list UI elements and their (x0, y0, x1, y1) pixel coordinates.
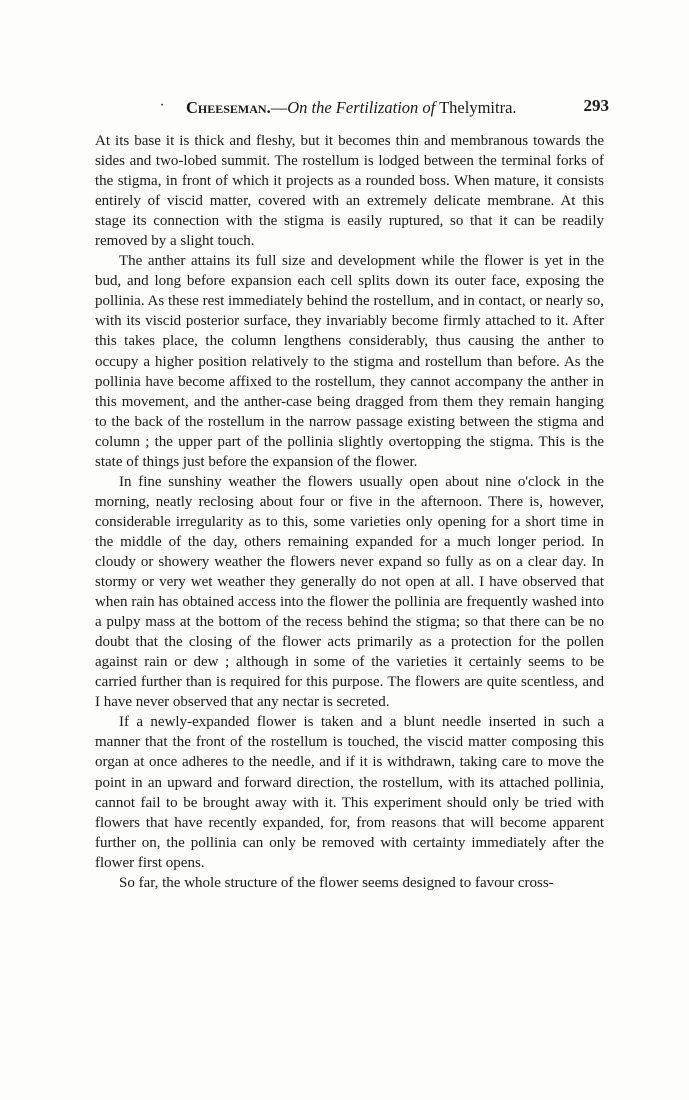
title-dash: — (270, 98, 288, 117)
page-number: 293 (583, 96, 609, 115)
header-bullet: · (160, 98, 165, 113)
paragraph-1: At its base it is thick and fleshy, but it becomes thin and membranous towards the sides and two-lobed summit. The rostellum is lodged between the terminal forks of the stigma, in front of which it projects as a rounded boss. When mature, it consists entirely of viscid matter, covered with an extremely delicate membrane. At this stage its connection with the stigma is easily ruptured, so that it can be readily removed by a slight touch. (95, 133, 604, 250)
paragraph-2: The anther attains its full size and development while the flower is yet in the bud, and long before expansion each cell splits down its outer face, exposing the pollinia. As these rest immediately behind the rostellum, and in contact, or nearly so, with its viscid posterior surface, they invariably become firmly attached to it. After this takes place, the column lengthens considerably, thus causing the anther to occupy a higher position relatively to the stigma and rostellum than before. As the pollinia have become affixed to the rostellum, they cannot accompany the anther in this movement, and the anther-case being dragged from them they remain hanging to the back of the rostellum in the narrow passage existing between the stigma and column ; the upper part of the pollinia slightly overtopping the stigma. This is the state of things just before the expansion of the flower. (95, 253, 604, 470)
author-name: Cheeseman. (186, 98, 271, 117)
paragraph-5: So far, the whole structure of the flower seems designed to favour cross- (119, 874, 554, 891)
title-italic: On the Fertilization of (287, 98, 436, 117)
paragraph-4: If a newly-expanded flower is taken and a blunt needle inserted in such a manner that the front of the rostellum is touched, the viscid matter composing this organ at once adheres to the needle, and if it is withdrawn, taking care to move the point in an upward and forward direction, the rostellum, with its attached pollinia, cannot fail to be brought away with it. This experiment should only be tried with flowers that have recently expanded, for, from reasons that will become apparent further on, the pollinia can only be removed with certainty immediately after the flower first opens. (95, 714, 604, 871)
paragraph-3: In fine sunshiny weather the flowers usually open about nine o'clock in the morning, neatly reclosing about four or five in the afternoon. There is, however, considerable irregularity as to this, some varieties only opening for a short time in the middle of the day, others remaining expanded for a much longer period. In cloudy or showery weather the flowers never expand so fully as on a clear day. In stormy or very wet weather they generally do not open at all. I have observed that when rain has obtained access into the flower the pollinia are frequently washed into a pulpy mass at the bottom of the recess behind the stigma; so that there can be no doubt that the closing of the flower acts primarily as a protection for the pollen against rain or dew ; although in some of the varieties it certainly seems to be carried further than is required for this purpose. The flowers are quite scentless, and I have never observed that any nectar is secreted. (95, 473, 604, 711)
running-header (0, 96, 689, 122)
body-text (95, 131, 604, 893)
title-roman: Thelymitra. (435, 98, 517, 117)
running-title (186, 98, 517, 118)
